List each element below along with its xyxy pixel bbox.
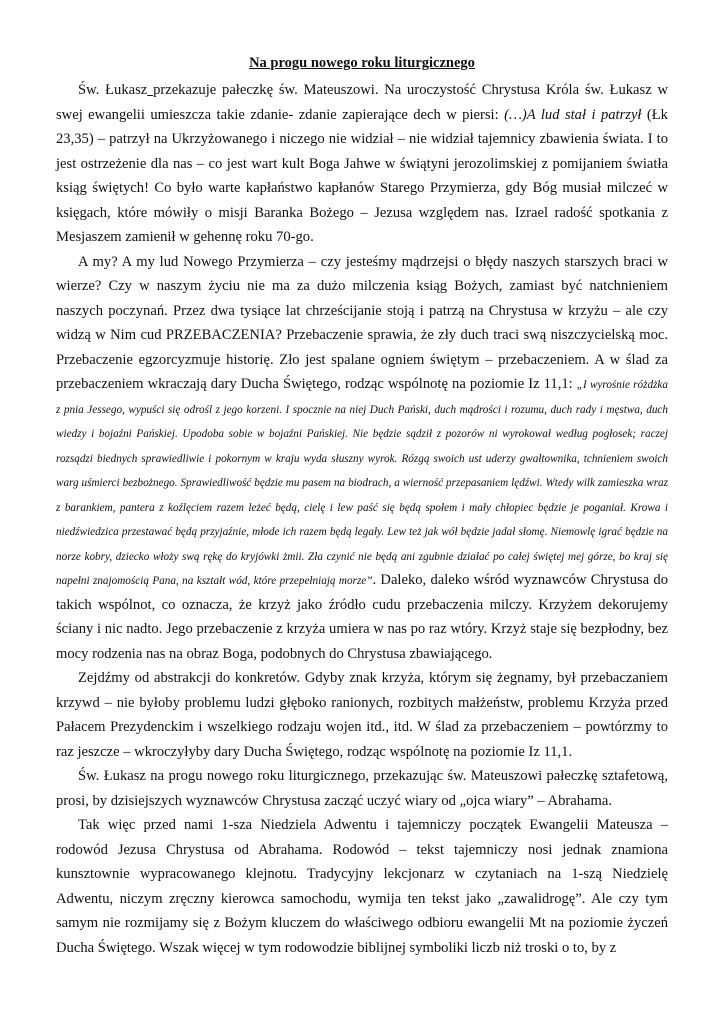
paragraph-1-text: przekazuje pałeczkę św. Mateuszowi. Na uroczystość Chrystusa Króla św. Łukasz w swej ewangelii umieszcza takie zdanie- zdanie zapierające dech w piersi: xyxy=(56,82,668,123)
document-title: Na progu nowego roku liturgicznego xyxy=(249,55,475,71)
paragraph-2 xyxy=(56,250,668,667)
paragraph-2-text: A my? A my lud Nowego Przymierza – czy jesteśmy mądrzejsi o błędy naszych starszych braci w wierze? Czy w naszym życiu nie ma za dużo milczenia ksiąg Bożych, zamiast być natchnieniem naszych poczynań. Przez dwa tysiące lat chrześcijanie stoją i patrzą na Chrystusa w krzyżu – ale czy widzą w Nim cud PRZEBACZENIA? Przebaczenie sprawia, że zły duch traci swą niszczycielską moc. Przebaczenie egzorcyzmuje historię. Zło jest spalane ogniem świętym – przebaczeniem. A w ślad za przebaczeniem wkraczają dary Ducha Świętego, rodząc wspólnotę na poziomie Iz 11,1: xyxy=(56,253,668,392)
paragraph-5: Tak więc przed nami 1-sza Niedziela Adwentu i tajemniczy początek Ewangelii Mateusza – rodowód Jezusa Chrystusa od Abrahama. Rodowód – tekst tajemniczy nosi jednak znamiona kunsztownie wypracowanego klejnotu. Tradycyjny lekcjonarz w czytaniach na 1-szą Niedzielę Adwentu, niczym zręczny kierowca samochodu, wymija ten tekst jako „zawalidrogę”. Ale czy tym samym nie rozmijamy się z Bożym kluczem do właściwego odbioru ewangelii Mt na poziomie życzeń Ducha Świętego. Wszak więcej w tym rodowodzie biblijnej symboliki liczb niż troski o to, by z xyxy=(56,817,668,956)
paragraph-3: Zejdźmy od abstrakcji do konkretów. Gdyby znak krzyża, którym się żegnamy, był przebaczaniem krzywd – nie byłoby problemu ludzi głęboko ranionych, rozbitych małżeństw, problemu Krzyża przed Pałacem Prezydenckim i wszelkiego rodzaju wojen itd., itd. W ślad za przebaczeniem – powtórzmy to raz jeszcze – wkroczyłyby dary Ducha Świętego, rodząc wspólnotę na poziomie Iz 11,1. xyxy=(56,670,668,760)
paragraph-4: Św. Łukasz na progu nowego roku liturgicznego, przekazując św. Mateuszowi pałeczkę sztafetową, prosi, by dzisiejszych wyznawców Chrystusa zacząć uczyć wiary od „ojca wiary” – Abrahama. xyxy=(56,768,668,809)
paragraph-2-text-cont: . Daleko, daleko wśród wyznawców Chrystusa do takich wspólnot, co oznacza, że krzyż jako źródło cudu przebaczenia milczy. Krzyżem dekorujemy ściany i nic nadto. Jego przebaczenie z krzyża umiera w nas po raz wtóry. Krzyż staje się bezpłodny, bez mocy rodzenia nas na obraz Boga, podobnych do Chrystusa zbawiającego. xyxy=(56,572,669,662)
paragraph-1-start: Św. Łukasz xyxy=(78,82,148,98)
bible-quote-luke: (…)A lud stał i patrzył xyxy=(504,106,642,123)
paragraph-1 xyxy=(56,78,668,250)
isaiah-quote: „I wyrośnie różdżka z pnia Jessego, wypuści się odrośl z jego korzeni. I spocznie na niej Duch Pański, duch mądrości i rozumu, duch rady i męstwa, duch wiedzy i bojaźni Pańskiej. Upodoba sobie w bojaźni Pańskiej. Nie będzie sądził z pozorów ni wyrokował według pogłosek; raczej rozsądzi biednych sprawiedliwie i pokornym w kraju wyda słuszny wyrok. Rózgą swoich ust uderzy gwałtownika, tchnieniem swoich warg uśmierci bezbożnego. Sprawiedliwość będzie mu pasem na biodrach, a wierność przepasaniem lędźwi. Wtedy wilk zamieszka wraz z barankiem, pantera z koźlęciem razem leżeć będą, cielę i lew paść się będą społem i mały chłopiec będzie je poganiał. Krowa i niedźwiedzica przestawać będą przyjaźnie, młode ich razem będą legały. Lew też jak wół będzie jadał słomę. Niemowlę igrać będzie na norze kobry, dziecko włoży swą rękę do kryjówki żmii. Zła czynić nie będą ani zgubnie działać po całej świętej mej górze, bo kraj się napełni znajomością Pana, na kształt wód, które przepełniają morze” xyxy=(56,379,668,587)
paragraph-1-text-cont: (Łk 23,35) – patrzył na Ukrzyżowanego i niczego nie widział – nie widział tajemnicy zbawienia świata. I to jest ostrzeżenie dla nas – co jest wart kult Boga Jahwe w świątyni jerozolimskiej z pomijaniem światła ksiąg świętych! Co było warte kapłaństwo kapłanów Starego Przymierza, gdy Bóg musiał milczeć w księgach, które mówiły o misji Baranka Bożego – Jezusa względem nas. Izrael radość spotkania z Mesjaszem zamienił w gehennę roku 70-go. xyxy=(56,106,668,245)
document-body xyxy=(56,78,668,960)
